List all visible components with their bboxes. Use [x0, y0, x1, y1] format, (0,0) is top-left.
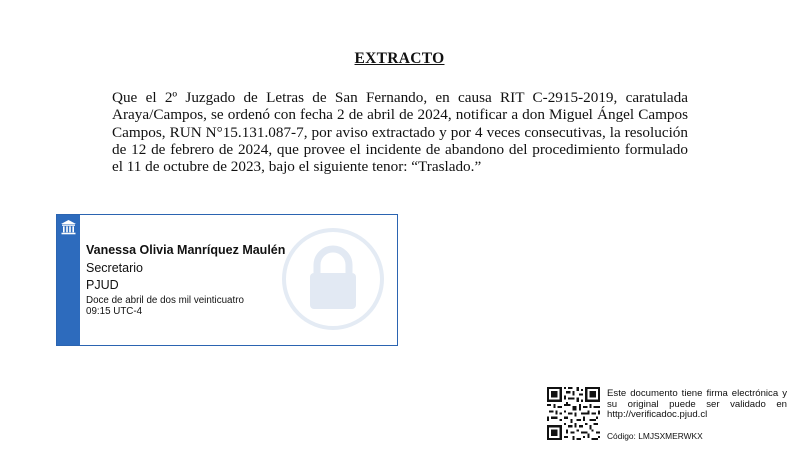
padlock-icon [281, 227, 385, 331]
signer-organization: PJUD [86, 278, 119, 292]
courthouse-icon [60, 219, 77, 236]
document-title: EXTRACTO [354, 50, 445, 67]
signature-side-bar [57, 215, 80, 345]
signer-name: Vanessa Olivia Manríquez Maulén [86, 243, 286, 257]
verification-note: Este documento tiene firma electrónica y su original puede ser validado en http://verificadoc.pjud.cl [607, 388, 787, 421]
verification-code: Código: LMJSXMERWKX [607, 431, 703, 441]
signer-role: Secretario [86, 261, 143, 275]
qr-code-icon [547, 387, 600, 440]
signature-time: 09:15 UTC-4 [86, 306, 143, 317]
signature-box [56, 214, 398, 346]
signature-date: Doce de abril de dos mil veinticuatro [86, 295, 244, 306]
document-body: Que el 2º Juzgado de Letras de San Fernando, en causa RIT C-2915-2019, caratulada Araya/Campos, se ordenó con fecha 2 de abril de 2024, notificar a don Miguel Ángel Campos Campos, RUN N°15.131.087-7, por aviso extractado y por 4 veces consecutivas, la resolución de 12 de febrero de 2024, que provee el incidente de abandono del procedimiento formulado el 11 de octubre de 2023, bajo el siguiente tenor: “Traslado.” [112, 89, 688, 176]
